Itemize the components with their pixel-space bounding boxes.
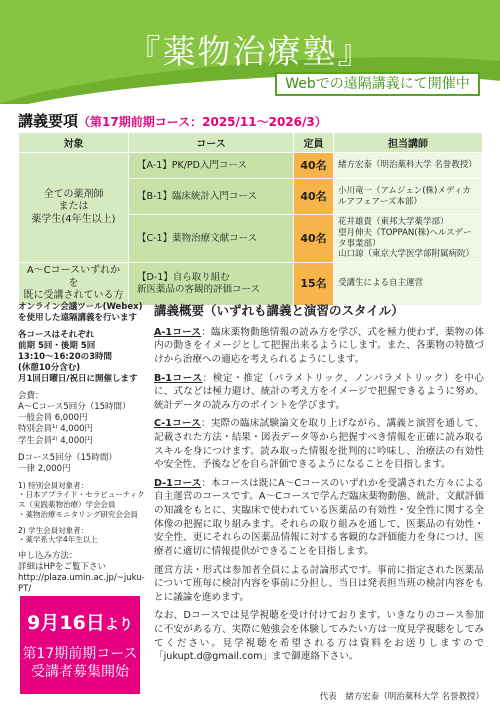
recruitment-text: [20, 645, 140, 681]
header-teacher: 担当講師: [334, 133, 483, 153]
info-column: [18, 302, 146, 601]
header-capacity: 定員: [294, 133, 334, 153]
course-cell: 【C-1】薬物治療文献コース: [129, 215, 294, 263]
overview-column: [154, 302, 484, 669]
header-course: コース: [129, 133, 294, 153]
schedule-text: 各コースはそれぞれ 前期 5回・後期 5回 13:10～16:20の3時間 (休憩10分含む) 月1回日曜日/祝日に開催します: [18, 330, 138, 385]
recruitment-badge: [20, 596, 140, 694]
apply-info[interactable]: 申し込み方法： 詳細はHPをご覧下さい http://plaza.umin.ac.jp/~juku-PT/: [18, 551, 145, 595]
course-cell: 【B-1】臨床統計入門コース: [129, 179, 294, 215]
course-b-desc: [154, 372, 484, 413]
start-date-suffix: より: [104, 617, 133, 633]
capacity-cell: 40名: [294, 179, 334, 215]
course-c-key: C-1コース: [154, 418, 201, 430]
table-row: [19, 153, 483, 179]
course-a-desc: [154, 326, 484, 367]
course-b-key: B-1コース: [154, 372, 203, 384]
signature: 代表 緒方宏泰（明治薬科大学 名誉教授）: [319, 692, 484, 702]
header-target: 対象: [19, 133, 129, 153]
intro-text: オンライン会議ツール(Webex)を使用した遠隔講義を行います: [18, 302, 143, 324]
observation-note: なお、Dコースでは見学視聴を受け付けております。いきなりのコース参加に不安がある方、実際に勉強会を体験してみたい方は一度見学視聴をしてみてください。見学視聴を希望される方は資料をお送りしますので「jukupt.d@gmail.com」まで御連絡下さい。: [154, 610, 484, 663]
teacher-cell: 緒方宏泰（明治薬科大学 名誉教授）: [334, 153, 483, 179]
start-date-value: 9月16日: [27, 612, 105, 634]
management-text: 運営方法・形式は参加者全員による討論形式です。事前に指定された医薬品について班毎に検討内容を事前に分担し、当日は発表担当班の検討内容をもとに議論を進めます。: [154, 564, 484, 603]
web-lecture-badge: Webでの遠隔講義にて開催中: [275, 72, 480, 96]
course-d-desc: [154, 477, 484, 559]
fees-block: [18, 391, 146, 446]
teacher-cell: 小川竜一（アムジェン(株)メディカルアフェアーズ本部）: [334, 179, 483, 215]
fees-abc: A～Cコース5回分（15時間） 一般会員 6,000円 特別会員¹⁾ 4,000円 学生会員²⁾ 4,000円: [18, 402, 131, 446]
capacity-cell: 40名: [294, 153, 334, 179]
start-date: [20, 608, 140, 635]
course-d-key: D-1コース: [154, 477, 202, 489]
table-row: [19, 263, 483, 306]
course-cell: 【A-1】PK/PD入門コース: [129, 153, 294, 179]
course-table: [18, 132, 483, 306]
teacher-cell: 花井雄貴（東邦大学薬学部） 望月伸夫（TOPPAN(株)ヘルスデータ事業部） 山口諒（東京大学医学部附属病院）: [334, 215, 483, 263]
overview-title: 講義概要（いずれも講義と演習のスタイル）: [154, 303, 404, 318]
fees-d: Dコース5回分（15時間） 一律 2,000円: [18, 452, 117, 474]
note-student-member: 2) 学生会員対象者： ・薬学系大学4年生以上: [18, 525, 98, 545]
course-b-text: ：検定・推定（パラメトリック、ノンパラメトリック）を中心に、式などは極力避け、統計の考え方をイメージで把握できるように努め、統計データの読み方のポイントを学びます。: [154, 372, 484, 411]
target-d: A～Cコースいずれかを 既に受講されている方: [23, 265, 124, 301]
recruitment-line-2: 受講者募集開始: [31, 664, 129, 681]
course-c-desc: [154, 417, 484, 471]
teacher-cell: 受講生による自主運営: [334, 263, 483, 306]
header-banner: [0, 0, 500, 104]
capacity-cell: 40名: [294, 215, 334, 263]
section-title-main: 講義要項: [18, 112, 79, 130]
target-cell-d: [19, 263, 129, 306]
course-cell: 【D-1】自ら取り組む 新医薬品の客観的評価コース: [129, 263, 294, 306]
course-d-text: ：本コースは既にA～Cコースのいずれかを受講された方々による自主運営のコースです。A～Cコースで学んだ臨床薬物動態、統計、文献評価の知識をもとに、実臨床で使われている医薬品の有効性・安全性に関する全体像の把握に取り組みます。それらの取り組みを通して、医薬品の有効性・安全性、更にそれらの医薬品情報に対する客観的な評価能力を身につけ、医療者に適切に情報提供ができることを目指します。: [154, 477, 484, 557]
target-main: 全ての薬剤師 または 薬学生(4年生以上): [31, 188, 116, 225]
recruitment-line-1: 第17期前期コース: [22, 646, 138, 662]
course-a-key: A-1コース: [154, 326, 202, 338]
course-c-text: ：実際の臨床試験論文を取り上げながら、講義と演習を通して、記載された方法・結果・図表データ等から把握すべき情報を正確に読み取るスキルを身につけます。読み取った情報を批判的に吟味し、治療法の有効性や安全性、予後などを自ら評価できるようになることを目指します。: [154, 418, 484, 471]
note-special-member: 1) 特別会員対象者： ・日本アプライド・セラピューティクス（実践薬物治療）学会会員 ・薬物治療モニタリング研究会会員: [18, 480, 145, 519]
page-title: 『薬物治療塾』: [127, 32, 373, 71]
section-title: [18, 110, 327, 131]
course-a-text: ：臨床薬物動態情報の読み方を学び、式を極力使わず、薬物の体内の動きをイメージとして把握出来るようにします。また、各薬物の特徴づけから治療への適応を考えられるようにします。: [154, 326, 484, 365]
target-cell: [19, 153, 129, 263]
capacity-cell: 15名: [294, 263, 334, 306]
fees-title: 会費：: [18, 391, 44, 402]
section-title-period: （第17期前期コース：2025/11～2026/3）: [78, 115, 327, 129]
